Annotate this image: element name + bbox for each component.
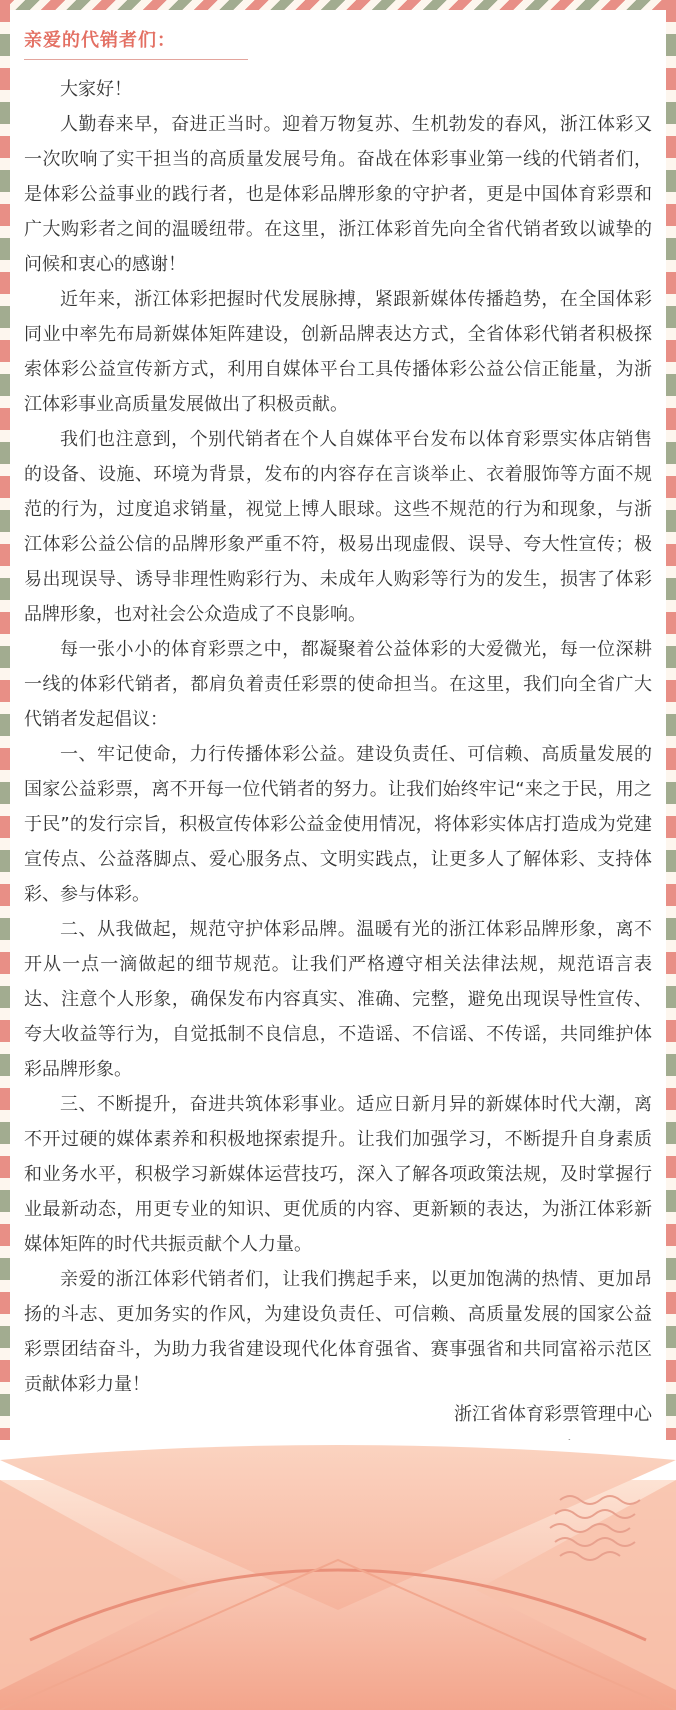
paragraph-point-one: 一、牢记使命，力行传播体彩公益。建设负责任、可信赖、高质量发展的国家公益彩票，离不开每一位代销者的努力。让我们始终牢记“来之于民，用之于民”的发行宗旨，积极宣传体彩公益金使用情况，将体彩实体店打造成为党建宣传点、公益落脚点、爱心服务点、文明实践点，让更多人了解体彩、支持体彩、参与体彩。 — [24, 744, 652, 905]
airmail-border-right — [666, 0, 676, 1440]
letter-body — [24, 72, 652, 1402]
paragraph-initiative: 每一张小小的体育彩票之中，都凝聚着公益体彩的大爱微光，每一位深耕一线的体彩代销者，都肩负着责任彩票的使命担当。在这里，我们向全省广大代销者发起倡议： — [24, 639, 652, 730]
letter-greeting: 亲爱的代销者们： — [24, 30, 176, 51]
airmail-border-left — [0, 0, 10, 1440]
paragraph-hello: 大家好！ — [60, 79, 132, 100]
paragraph-issues: 我们也注意到，个别代销者在个人自媒体平台发布以体育彩票实体店销售的设备、设施、环境为背景，发布的内容存在言谈举止、衣着服饰等方面不规范的行为，过度追求销量，视觉上博人眼球。这些不规范的行为和现象，与浙江体彩公益公信的品牌形象严重不符，极易出现虚假、误导、夸大性宣传；极易出现误导、诱导非理性购彩行为、未成年人购彩等行为的发生，损害了体彩品牌形象，也对社会公众造成了不良影响。 — [24, 429, 652, 625]
greeting-underline — [24, 59, 248, 60]
paragraph-intro: 人勤春来早，奋进正当时。迎着万物复苏、生机勃发的春风，浙江体彩又一次吹响了实干担当的高质量发展号角。奋战在体彩事业第一线的代销者们，是体彩公益事业的践行者，也是体彩品牌形象的守护者，更是中国体育彩票和广大购彩者之间的温暖纽带。在这里，浙江体彩首先向全省代销者致以诚挚的问候和衷心的感谢！ — [24, 114, 652, 275]
airmail-border-top — [0, 0, 676, 10]
envelope-illustration — [0, 1440, 676, 1710]
signature-organization: 浙江省体育彩票管理中心 — [454, 1404, 652, 1425]
paragraph-background: 近年来，浙江体彩把握时代发展脉搏，紧跟新媒体传播趋势，在全国体彩同业中率先布局新媒体矩阵建设，创新品牌表达方式，全省体彩代销者积极探索体彩公益宣传新方式，利用自媒体平台工具传播体彩公益公信正能量，为浙江体彩事业高质量发展做出了积极贡献。 — [24, 289, 652, 415]
paragraph-point-two: 二、从我做起，规范守护体彩品牌。温暖有光的浙江体彩品牌形象，离不开从一点一滴做起的细节规范。让我们严格遵守相关法律法规，规范语言表达、注意个人形象，确保发布内容真实、准确、完整，避免出现误导性宣传、夸大收益等行为，自觉抵制不良信息，不造谣、不信谣、不传谣，共同维护体彩品牌形象。 — [24, 919, 652, 1080]
paragraph-point-three: 三、不断提升，奋进共筑体彩事业。适应日新月异的新媒体时代大潮，离不开过硬的媒体素养和积极地探索提升。让我们加强学习，不断提升自身素质和业务水平，积极学习新媒体运营技巧，深入了解各项政策法规，及时掌握行业最新动态，用更专业的知识、更优质的内容、更新颖的表达，为浙江体彩新媒体矩阵的时代共振贡献个人力量。 — [24, 1094, 652, 1255]
paragraph-closing: 亲爱的浙江体彩代销者们，让我们携起手来，以更加饱满的热情、更加昂扬的斗志、更加务实的作风，为建设负责任、可信赖、高质量发展的国家公益彩票团结奋斗，为助力我省建设现代化体育强省、赛事强省和共同富裕示范区贡献体彩力量！ — [24, 1269, 652, 1395]
